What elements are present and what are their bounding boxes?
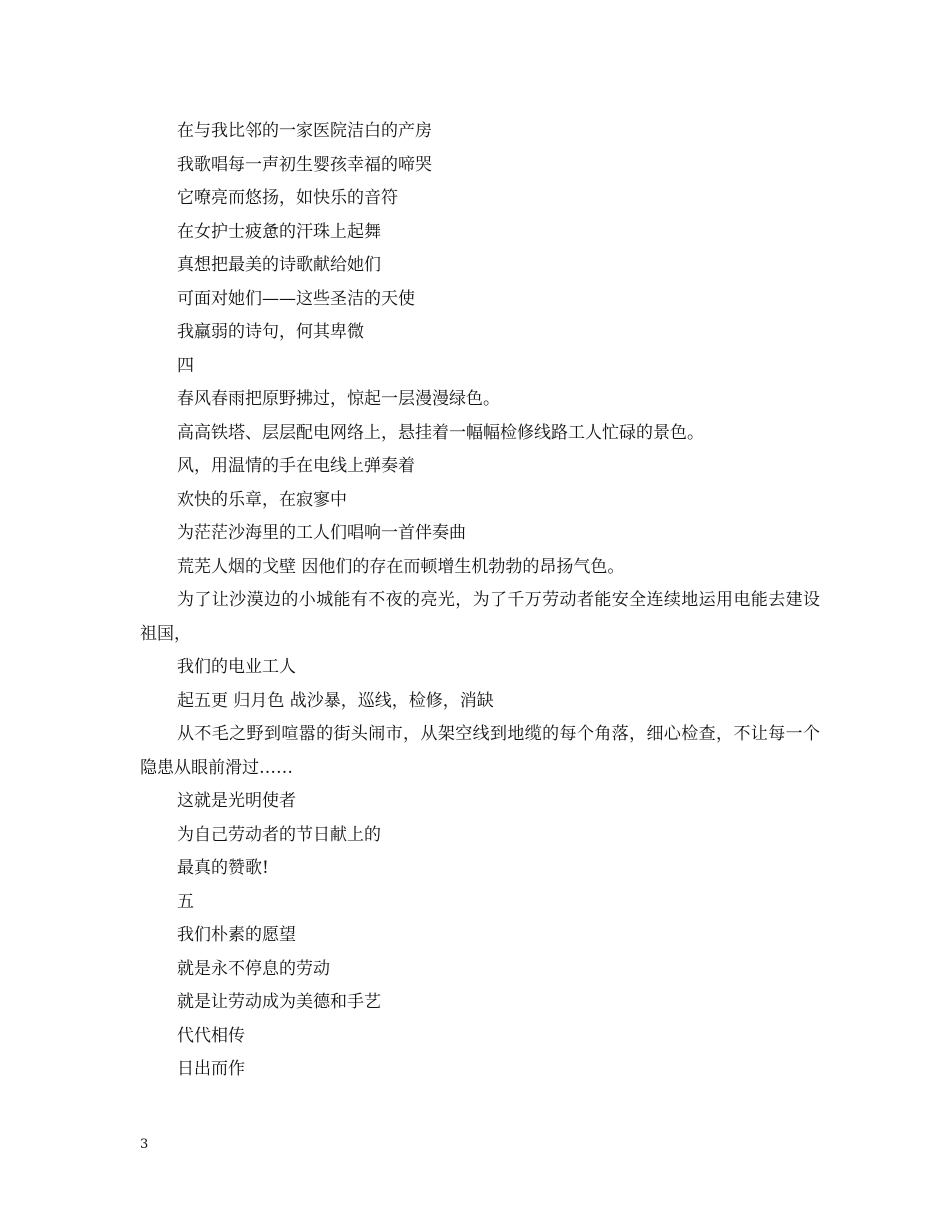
poem-line: 欢快的乐章，在寂寥中 xyxy=(177,489,347,510)
poem-line: 在与我比邻的一家医院洁白的产房 xyxy=(177,121,432,141)
poem-paragraph: 为了让沙漠边的小城能有不夜的亮光，为了千万劳动者能安全连续地运用电能去建设祖国， xyxy=(140,590,820,644)
poem-line: 真想把最美的诗歌献给她们 xyxy=(177,255,381,275)
section-heading: 五 xyxy=(177,891,194,912)
poem-line: 荒芜人烟的戈壁 因他们的存在而顿增生机勃勃的昂扬气色。 xyxy=(177,556,625,577)
document-body xyxy=(140,115,820,1087)
poem-line: 就是永不停息的劳动 xyxy=(177,958,330,979)
poem-line: 春风春雨把原野拂过，惊起一层漫漫绿色。 xyxy=(177,389,500,409)
poem-line: 这就是光明使者 xyxy=(177,791,296,811)
poem-line: 我们朴素的愿望 xyxy=(177,925,296,945)
poem-line: 为自己劳动者的节日献上的 xyxy=(177,824,381,845)
poem-line: 为茫茫沙海里的工人们唱响一首伴奏曲 xyxy=(177,523,466,543)
poem-line: 可面对她们——这些圣洁的天使 xyxy=(177,288,415,309)
poem-line: 代代相传 xyxy=(177,1025,245,1046)
poem-line: 高高铁塔、层层配电网络上，悬挂着一幅幅检修线路工人忙碌的景色。 xyxy=(177,422,704,443)
poem-line: 日出而作 xyxy=(177,1059,245,1079)
poem-line: 起五更 归月色 战沙暴，巡线，检修，消缺 xyxy=(177,690,494,711)
page-number: 3 xyxy=(140,1137,149,1152)
poem-line: 风，用温情的手在电线上弹奏着 xyxy=(177,456,415,476)
poem-line: 就是让劳动成为美德和手艺 xyxy=(177,992,381,1012)
section-heading: 四 xyxy=(177,355,194,376)
poem-paragraph: 从不毛之野到喧嚣的街头闹市，从架空线到地缆的每个角落，细心检查，不让每一个隐患从眼前滑过…… xyxy=(140,724,820,778)
poem-line: 在女护士疲惫的汗珠上起舞 xyxy=(177,221,381,242)
poem-line: 最真的赞歌! xyxy=(177,858,269,878)
poem-line: 我羸弱的诗句，何其卑微 xyxy=(177,322,364,342)
poem-line: 我歌唱每一声初生婴孩幸福的啼哭 xyxy=(177,154,432,175)
poem-line: 它嘹亮而悠扬，如快乐的音符 xyxy=(177,188,398,208)
poem-line: 我们的电业工人 xyxy=(177,657,296,677)
